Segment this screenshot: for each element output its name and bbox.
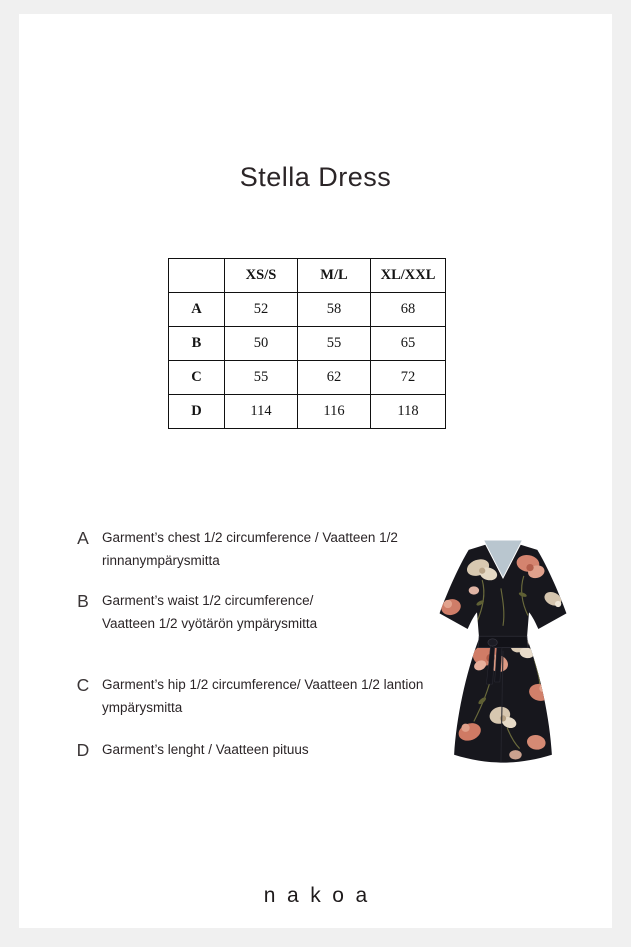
row-label: A: [169, 293, 225, 327]
legend-text-b: [102, 590, 442, 635]
value-cell: 116: [298, 395, 371, 429]
row-label: D: [169, 395, 225, 429]
row-label: C: [169, 361, 225, 395]
value-cell: 114: [225, 395, 298, 429]
value-cell: 118: [371, 395, 446, 429]
header-cell-m-l: M/L: [298, 259, 371, 293]
legend-line: Garment’s hip 1/2 circumference/ Vaatteen 1/2 lantion: [102, 677, 424, 692]
table-row: [169, 361, 446, 395]
value-cell: 65: [371, 327, 446, 361]
legend-line: rinnanympärysmitta: [102, 552, 220, 568]
table-row: [169, 395, 446, 429]
table-header-row: [169, 259, 446, 293]
value-cell: 55: [298, 327, 371, 361]
value-cell: 50: [225, 327, 298, 361]
floral-dress-image: [417, 526, 589, 786]
legend-letter-b: B: [77, 591, 89, 611]
legend-line: Garment’s lenght / Vaatteen pituus: [102, 742, 309, 757]
value-cell: 72: [371, 361, 446, 395]
size-chart-table: [168, 258, 446, 429]
legend-line: ympärysmitta: [102, 699, 183, 715]
legend-text-a: [102, 527, 442, 572]
header-cell-xs-s: XS/S: [225, 259, 298, 293]
header-cell-empty: [169, 259, 225, 293]
legend-letter-c: C: [76, 675, 90, 695]
header-cell-xl-xxl: XL/XXL: [371, 259, 446, 293]
legend-line: Vaatteen 1/2 vyötärön ympärysmitta: [102, 615, 318, 631]
page-title: Stella Dress: [239, 162, 392, 192]
legend-letter-d: D: [76, 740, 90, 760]
row-label: B: [169, 327, 225, 361]
page-card: [19, 14, 612, 928]
value-cell: 58: [298, 293, 371, 327]
table-row: [169, 327, 446, 361]
value-cell: 68: [371, 293, 446, 327]
legend-text-d: [102, 739, 442, 762]
brand-logo: nakoa: [263, 884, 379, 907]
table-row: [169, 293, 446, 327]
legend-text-c: [102, 674, 442, 719]
legend-line: Garment’s chest 1/2 circumference / Vaatteen 1/2: [102, 530, 398, 545]
value-cell: 55: [225, 361, 298, 395]
legend-letter-a: A: [77, 528, 89, 548]
legend-line: Garment’s waist 1/2 circumference/: [102, 593, 314, 608]
value-cell: 52: [225, 293, 298, 327]
value-cell: 62: [298, 361, 371, 395]
